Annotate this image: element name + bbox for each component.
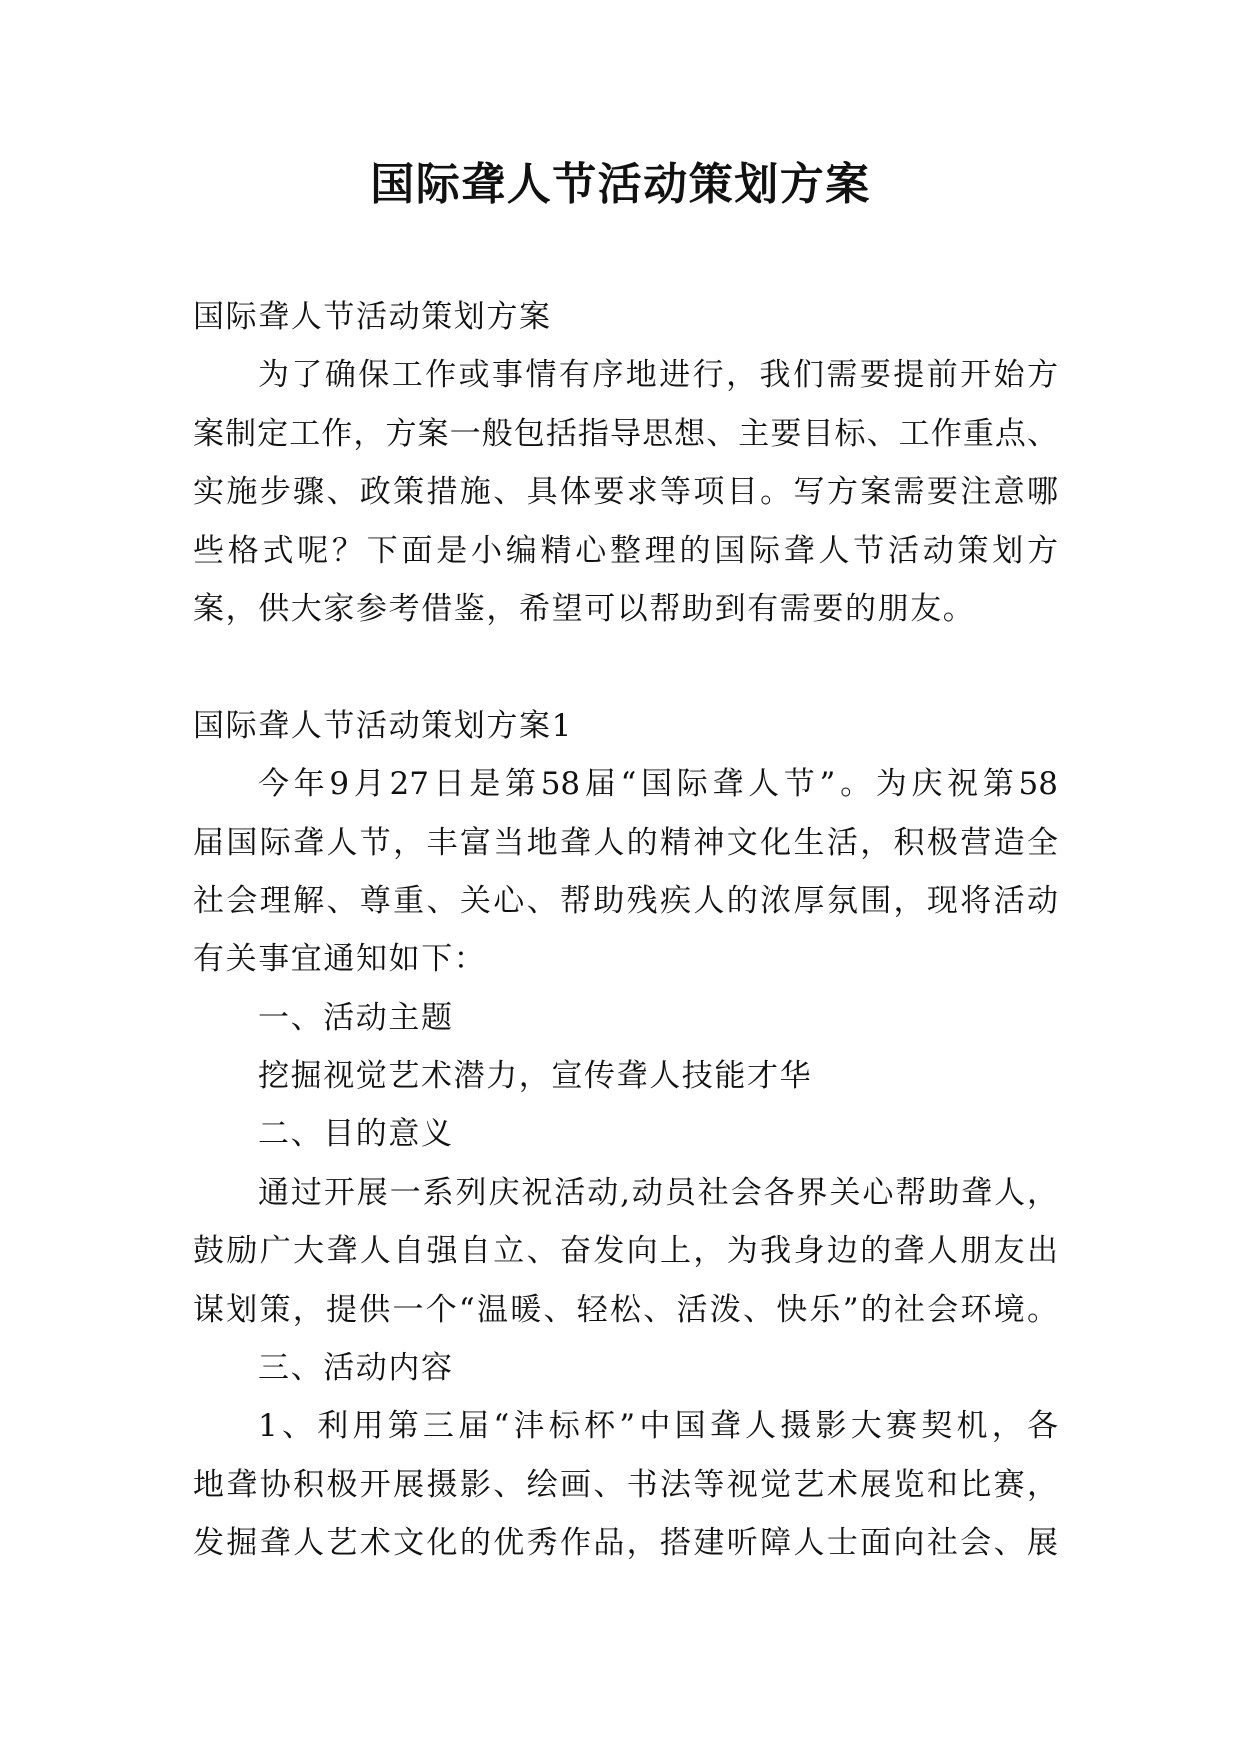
blank-line <box>193 638 1058 696</box>
paragraph-line: 实施步骤、政策措施、具体要求等项目。写方案需要注意哪 <box>193 474 1058 511</box>
plan-heading: 国际聋人节活动策划方案1 <box>193 707 573 744</box>
paragraph-line: 发掘聋人艺术文化的优秀作品，搭建听障人士面向社会、展 <box>193 1525 1058 1562</box>
paragraph-line: 谋划策，提供一个“温暖、轻松、活泼、快乐”的社会环境。 <box>193 1291 1058 1328</box>
paragraph-line: 通过开展一系列庆祝活动,动员社会各界关心帮助聋人， <box>258 1174 1058 1211</box>
document-body <box>193 288 1058 1573</box>
paragraph-line: 为了确保工作或事情有序地进行，我们需要提前开始方 <box>258 357 1058 394</box>
section-heading-theme: 一、活动主题 <box>258 999 454 1036</box>
paragraph-line: 鼓励广大聋人自强自立、奋发向上，为我身边的聋人朋友出 <box>193 1233 1058 1270</box>
paragraph-line: 些格式呢？下面是小编精心整理的国际聋人节活动策划方 <box>193 532 1058 569</box>
paragraph-line: 届国际聋人节，丰富当地聋人的精神文化生活，积极营造全 <box>193 824 1058 861</box>
paragraph-line: 案，供大家参考借鉴，希望可以帮助到有需要的朋友。 <box>193 590 976 627</box>
paragraph-line: 挖掘视觉艺术潜力，宣传聋人技能才华 <box>258 1058 813 1095</box>
paragraph-line: 社会理解、尊重、关心、帮助残疾人的浓厚氛围，现将活动 <box>193 882 1058 919</box>
section-heading-purpose: 二、目的意义 <box>258 1116 454 1153</box>
paragraph-line: 今年9月27日是第58届“国际聋人节”。为庆祝第58 <box>258 766 1058 803</box>
paragraph-line: 地聋协积极开展摄影、绘画、书法等视觉艺术展览和比赛， <box>193 1466 1058 1503</box>
paragraph-line: 有关事宜通知如下： <box>193 941 487 978</box>
paragraph-line: 案制定工作，方案一般包括指导思想、主要目标、工作重点、 <box>193 415 1058 452</box>
section-heading-content: 三、活动内容 <box>258 1350 454 1387</box>
document-title: 国际聋人节活动策划方案 <box>370 159 871 210</box>
document-heading: 国际聋人节活动策划方案 <box>193 299 552 335</box>
paragraph-line: 1、利用第三届“沣标杯”中国聋人摄影大赛契机，各 <box>258 1408 1058 1445</box>
